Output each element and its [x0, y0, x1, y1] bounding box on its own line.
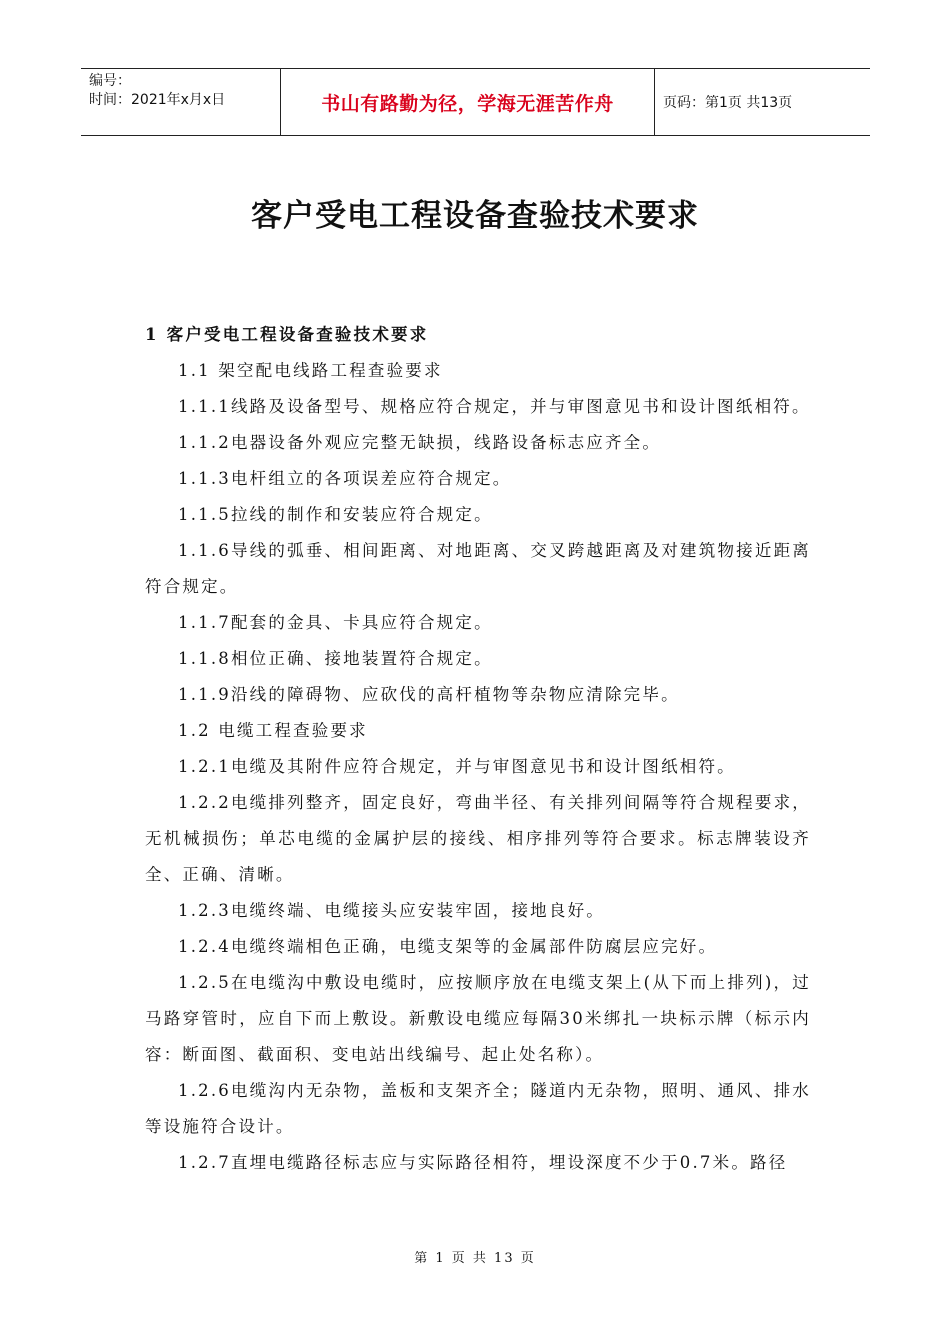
- header-left-cell: [81, 69, 281, 135]
- paragraph: 1.1.2电器设备外观应完整无缺损，线路设备标志应齐全。: [178, 433, 662, 452]
- document-date-label: 时间：2021年x月x日: [89, 92, 226, 108]
- paragraph: 1.2.1电缆及其附件应符合规定，并与审图意见书和设计图纸相符。: [178, 757, 736, 776]
- paragraph: 1.1.6导线的弧垂、相间距离、对地距离、交叉跨越距离及对建筑物接近距离符合规定。: [145, 541, 811, 596]
- document-title: 客户受电工程设备查验技术要求: [251, 198, 699, 234]
- header-motto: 书山有路勤为径，学海无涯苦作舟: [281, 69, 655, 135]
- subsection-heading: 1.2 电缆工程查验要求: [178, 721, 368, 740]
- paragraph: 1.1.9沿线的障碍物、应砍伐的高杆植物等杂物应清除完毕。: [178, 685, 680, 704]
- header-page-info: 页码：第1页 共13页: [663, 95, 793, 111]
- paragraph: 1.1.3电杆组立的各项误差应符合规定。: [178, 469, 512, 488]
- document-body: [145, 317, 811, 1181]
- paragraph: 1.2.2电缆排列整齐，固定良好，弯曲半径、有关排列间隔等符合规程要求，无机械损伤；单芯电缆的金属护层的接线、相序排列等符合要求。标志牌装设齐全、正确、清晰。: [145, 793, 811, 884]
- paragraph: 1.1.8相位正确、接地装置符合规定。: [178, 649, 493, 668]
- paragraph: 1.2.7直埋电缆路径标志应与实际路径相符，埋设深度不少于0.7米。路径: [178, 1153, 788, 1172]
- paragraph: 1.2.3电缆终端、电缆接头应安装牢固，接地良好。: [178, 901, 605, 920]
- paragraph: 1.1.7配套的金具、卡具应符合规定。: [178, 613, 493, 632]
- page-footer: 第 1 页 共 13 页: [414, 1251, 536, 1266]
- paragraph: 1.2.5在电缆沟中敷设电缆时，应按顺序放在电缆支架上(从下而上排列)，过马路穿管时，应自下而上敷设。新敷设电缆应每隔30米绑扎一块标示牌（标示内容：断面图、截面积、变电站出线编号、起止处名称）。: [145, 973, 811, 1064]
- header-table: [81, 68, 870, 136]
- paragraph: 1.2.4电缆终端相色正确，电缆支架等的金属部件防腐层应完好。: [178, 937, 718, 956]
- document-number-label: 编号：: [89, 73, 131, 89]
- paragraph: 1.2.6电缆沟内无杂物，盖板和支架齐全；隧道内无杂物，照明、通风、排水等设施符合设计。: [145, 1081, 811, 1136]
- subsection-heading: 1.1 架空配电线路工程查验要求: [178, 361, 443, 380]
- paragraph: 1.1.5拉线的制作和安装应符合规定。: [178, 505, 493, 524]
- paragraph: 1.1.1线路及设备型号、规格应符合规定，并与审图意见书和设计图纸相符。: [178, 397, 811, 416]
- section-heading: 1 客户受电工程设备查验技术要求: [145, 325, 429, 344]
